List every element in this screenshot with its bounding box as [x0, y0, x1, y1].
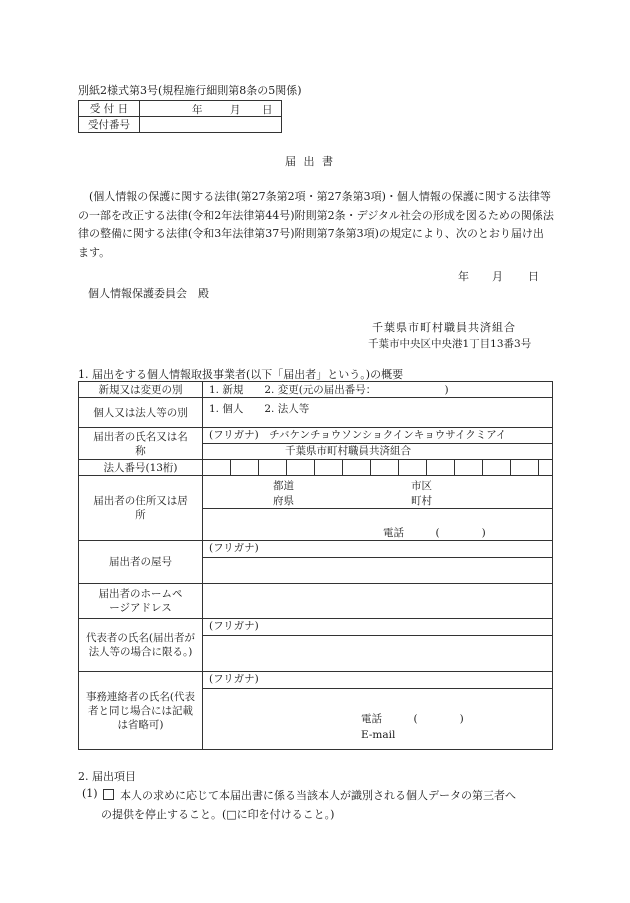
- city-label-1: 市区: [411, 480, 432, 492]
- corp-digit-box[interactable]: [343, 460, 371, 475]
- name-value: 千葉県市町村職員共済組合: [285, 445, 411, 457]
- name-kana: (フリガナ) チバケンチョウソンショクインキョウサイクミアイ: [203, 428, 552, 444]
- rep-kana: (フリガナ): [203, 619, 552, 636]
- section-2-heading: 2. 届出項目: [78, 770, 136, 783]
- addressee: 個人情報保護委員会 殿: [88, 287, 209, 300]
- address-cell[interactable]: [203, 476, 553, 541]
- contact-kana: (フリガナ): [203, 672, 552, 689]
- item-1-number: (1): [82, 787, 98, 800]
- rep-cell[interactable]: [203, 619, 553, 672]
- shop-name-value: [203, 558, 552, 583]
- applicant-table: [78, 381, 553, 750]
- intro-paragraph: (個人情報の保護に関する法律(第27条第2項・第27条第3項)・個人情報の保護に関する法律等の一部を改正する法律(令和2年法律第44号)附則第2条・デジタル社会の形成を図るための関係法律の整備に関する法律(令和3年法律第37号)附則第7条第3項)の規定により、次のとおり届け出ます。: [78, 190, 554, 259]
- person-type-label: 個人又は法人等の別: [79, 398, 203, 428]
- name-cell[interactable]: [203, 428, 553, 460]
- corp-digit-box[interactable]: [539, 460, 552, 475]
- contact-body: [203, 689, 552, 749]
- corp-digit-box[interactable]: [427, 460, 455, 475]
- rep-value: [203, 636, 552, 671]
- new-or-change-value[interactable]: 1. 新規 2. 変更(元の届出番号： ): [203, 382, 553, 398]
- pref-label-2: 府県: [273, 495, 294, 507]
- contact-email: E-mail: [361, 729, 396, 741]
- corp-digit-box[interactable]: [287, 460, 315, 475]
- corp-digit-box[interactable]: [259, 460, 287, 475]
- address-label: 届出者の住所又は居所: [79, 476, 203, 541]
- item-1-text-b: の提供を停止すること。(□に印を付けること。): [101, 808, 335, 821]
- receipt-number-label: 受付番号: [79, 117, 140, 133]
- address-top: [203, 476, 552, 509]
- corp-number-boxes: [203, 460, 552, 475]
- date-year: 年: [458, 270, 469, 283]
- corp-number-cell[interactable]: [203, 460, 553, 476]
- item-1-text-a: 本人の求めに応じて本届出書に係る当該本人が識別される個人データの第三者へ: [120, 789, 516, 802]
- corp-digit-box[interactable]: [511, 460, 539, 475]
- form-id: 別紙2様式第3号(規程施行細則第8条の5関係): [78, 84, 302, 97]
- corp-digit-box[interactable]: [231, 460, 259, 475]
- contact-cell[interactable]: [203, 672, 553, 750]
- date-day: 日: [528, 270, 539, 283]
- corp-digit-box[interactable]: [315, 460, 343, 475]
- receipt-year: 年: [192, 104, 203, 116]
- item-1-checkbox[interactable]: [103, 789, 114, 800]
- corp-digit-box[interactable]: [483, 460, 511, 475]
- submitter-address: 千葉市中央区中央港1丁目13番3号: [368, 338, 532, 350]
- date-month: 月: [492, 270, 503, 283]
- shop-name-label: 届出者の屋号: [79, 541, 203, 584]
- receipt-date-label: 受 付 日: [79, 101, 140, 117]
- receipt-table: [78, 100, 282, 133]
- new-or-change-label: 新規又は変更の別: [79, 382, 203, 398]
- receipt-date-field[interactable]: [140, 101, 282, 117]
- address-phone: 電話 ( ): [383, 527, 486, 539]
- corp-number-label: 法人番号(13桁): [79, 460, 203, 476]
- receipt-day: 日: [262, 104, 273, 116]
- contact-phone: 電話 ( ): [361, 713, 464, 725]
- receipt-number-field[interactable]: [140, 117, 282, 133]
- corp-digit-box[interactable]: [371, 460, 399, 475]
- person-type-value[interactable]: [203, 398, 553, 428]
- contact-label: 事務連絡者の氏名(代表者と同じ場合には記載は省略可): [79, 672, 203, 750]
- submitter-name: 千葉県市町村職員共済組合: [372, 321, 516, 334]
- rep-label: 代表者の氏名(届出者が法人等の場合に限る。): [79, 619, 203, 672]
- homepage-cell[interactable]: [203, 584, 553, 619]
- corp-digit-box[interactable]: [399, 460, 427, 475]
- pref-label-1: 都道: [273, 480, 294, 492]
- person-type-options: 1. 個人 2. 法人等: [209, 403, 310, 415]
- section-1-heading: 1. 届出をする個人情報取扱事業者(以下「届出者」という。)の概要: [78, 368, 404, 381]
- homepage-label: 届出者のホームページアドレス: [79, 584, 203, 619]
- receipt-month: 月: [230, 104, 241, 116]
- corp-digit-box[interactable]: [203, 460, 231, 475]
- page-title: 届 出 書: [285, 155, 335, 168]
- corp-digit-box[interactable]: [455, 460, 483, 475]
- name-label: 届出者の氏名又は名称: [79, 428, 203, 460]
- address-bottom: [203, 509, 552, 540]
- city-label-2: 町村: [411, 495, 432, 507]
- shop-name-kana: (フリガナ): [203, 541, 552, 558]
- shop-name-cell[interactable]: [203, 541, 553, 584]
